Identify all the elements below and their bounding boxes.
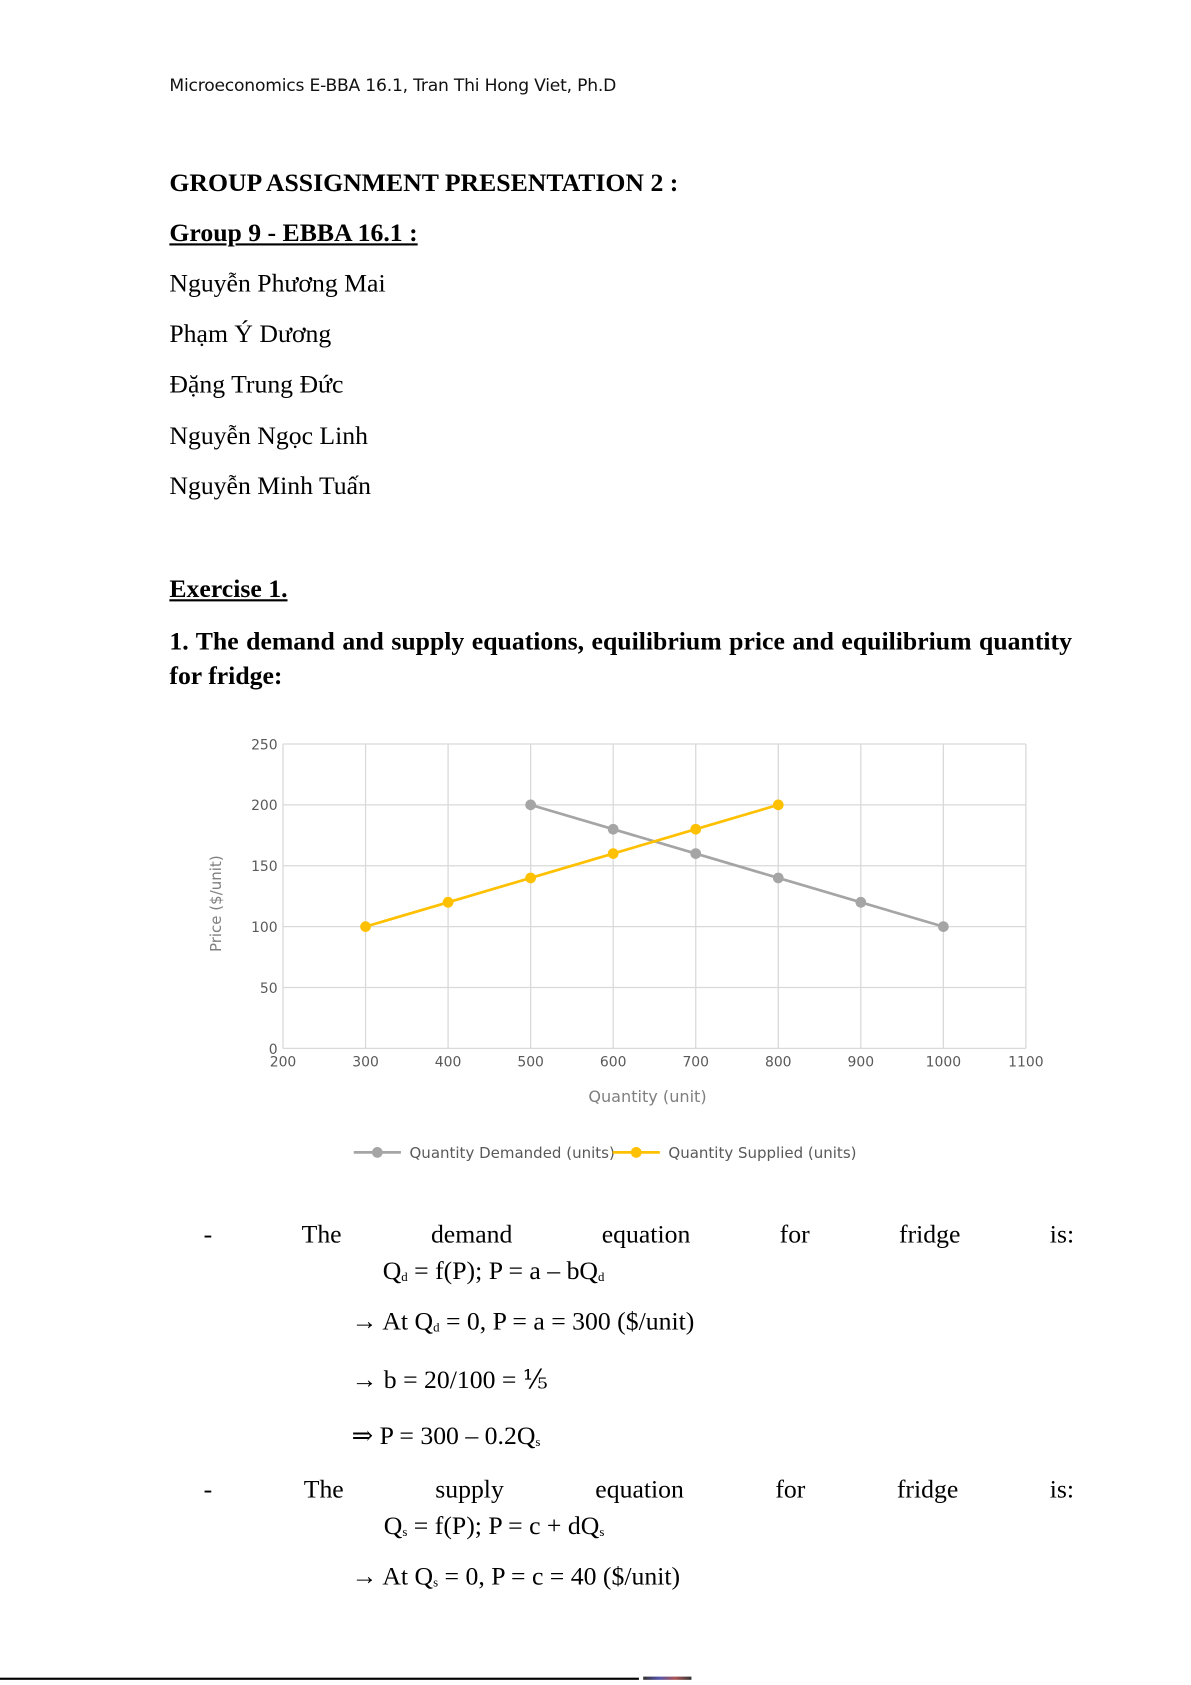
eq-subscript: d xyxy=(401,1269,408,1285)
demand-intercept xyxy=(352,1308,695,1337)
data-point xyxy=(608,848,619,859)
data-point xyxy=(608,824,619,835)
question-text: 1. The demand and supply equations, equilibrium price and equilibrium quantity for fridge: xyxy=(169,628,1073,691)
word: The xyxy=(301,1221,342,1249)
data-point xyxy=(525,873,536,884)
page-bottom-rule xyxy=(0,1678,639,1680)
eq-subscript: s xyxy=(402,1524,408,1540)
demand-equation-result xyxy=(352,1420,541,1451)
data-point xyxy=(690,848,701,859)
assignment-title: GROUP ASSIGNMENT PRESENTATION 2 : xyxy=(169,169,679,198)
y-axis-ticks xyxy=(251,737,278,1057)
y-tick-label: 150 xyxy=(251,859,278,876)
data-point xyxy=(855,897,866,908)
word: is: xyxy=(1049,1221,1075,1249)
word: fridge xyxy=(899,1221,961,1249)
supply-demand-chart xyxy=(198,729,1056,1179)
legend-marker-icon xyxy=(631,1147,642,1158)
y-tick-label: 100 xyxy=(251,919,278,936)
exercise-heading: Exercise 1. xyxy=(169,575,288,604)
x-tick-label: 800 xyxy=(764,1054,792,1071)
x-tick-label: 500 xyxy=(517,1054,544,1071)
x-tick-label: 1000 xyxy=(925,1054,962,1071)
word: The xyxy=(303,1476,344,1505)
data-point xyxy=(690,824,701,835)
data-point xyxy=(360,921,371,932)
x-tick-label: 200 xyxy=(269,1054,297,1071)
eq-part: = f(P); P = a – bQ xyxy=(407,1257,599,1286)
word: for xyxy=(779,1221,810,1249)
eq-part: = 0, P = c = 40 ($/unit) xyxy=(438,1562,681,1591)
data-point xyxy=(773,799,784,810)
legend-marker-icon xyxy=(372,1147,383,1158)
member-name: Nguyễn Ngọc Linh xyxy=(169,422,369,451)
x-tick-label: 300 xyxy=(352,1054,379,1071)
y-tick-label: 200 xyxy=(251,798,278,815)
eq-part: → At Q xyxy=(351,1562,434,1591)
legend-label: Quantity Demanded (units) xyxy=(409,1143,615,1162)
eq-part: = f(P); P = c + dQ xyxy=(407,1512,600,1541)
word: fridge xyxy=(896,1476,959,1505)
group-heading: Group 9 - EBBA 16.1 : xyxy=(169,219,418,248)
eq-part: ⇒ P = 300 – 0.2Q xyxy=(351,1422,536,1451)
eq-part: Q xyxy=(383,1512,403,1541)
eq-part: → At Q xyxy=(351,1307,434,1336)
chart-legend xyxy=(354,1144,857,1162)
y-tick-label: 50 xyxy=(259,980,278,997)
word: equation xyxy=(601,1221,691,1249)
member-name: Đặng Trung Đức xyxy=(169,370,344,399)
x-tick-label: 900 xyxy=(847,1054,875,1071)
y-tick-label: 0 xyxy=(268,1041,278,1058)
member-name: Nguyễn Minh Tuấn xyxy=(169,472,371,501)
data-point xyxy=(938,921,949,932)
supply-intercept xyxy=(352,1563,680,1592)
page-bottom-mark xyxy=(643,1677,691,1680)
demand-equation-general xyxy=(383,1257,605,1286)
bullet: - xyxy=(203,1476,213,1505)
chart-grid xyxy=(283,744,1026,1048)
legend-label: Quantity Supplied (units) xyxy=(668,1143,857,1162)
data-point xyxy=(773,873,784,884)
demand-intro-row xyxy=(204,1221,1074,1250)
eq-part: = 0, P = a = 300 ($/unit) xyxy=(439,1307,695,1336)
data-point xyxy=(443,897,454,908)
eq-subscript: d xyxy=(598,1269,605,1285)
x-axis-label: Quantity (unit) xyxy=(588,1087,707,1107)
x-tick-label: 600 xyxy=(599,1054,627,1071)
bullet: - xyxy=(203,1221,213,1249)
member-name: Phạm Ý Dương xyxy=(169,320,332,349)
x-tick-label: 400 xyxy=(434,1054,462,1071)
eq-part: Q xyxy=(382,1257,402,1286)
data-point xyxy=(525,799,536,810)
page-header: Microeconomics E-BBA 16.1, Tran Thi Hong Viet, Ph.D xyxy=(169,75,617,96)
eq-subscript: s xyxy=(599,1524,605,1540)
demand-slope: → b = 20/100 = ⅕ xyxy=(351,1366,548,1395)
word: supply xyxy=(435,1476,504,1505)
x-axis-ticks xyxy=(270,1055,1044,1071)
member-name: Nguyễn Phương Mai xyxy=(169,270,386,299)
y-tick-label: 250 xyxy=(251,737,278,754)
word: equation xyxy=(595,1476,684,1505)
word: for xyxy=(775,1476,806,1505)
word: demand xyxy=(430,1221,513,1249)
y-axis-label: Price ($/unit) xyxy=(206,855,225,953)
word: is: xyxy=(1049,1476,1075,1505)
supply-intro-row xyxy=(204,1476,1074,1505)
supply-equation-general xyxy=(384,1513,605,1542)
x-tick-label: 1100 xyxy=(1008,1054,1044,1071)
eq-subscript: d xyxy=(433,1319,440,1335)
eq-subscript: s xyxy=(535,1434,541,1450)
x-tick-label: 700 xyxy=(682,1054,710,1071)
eq-subscript: s xyxy=(433,1574,439,1590)
